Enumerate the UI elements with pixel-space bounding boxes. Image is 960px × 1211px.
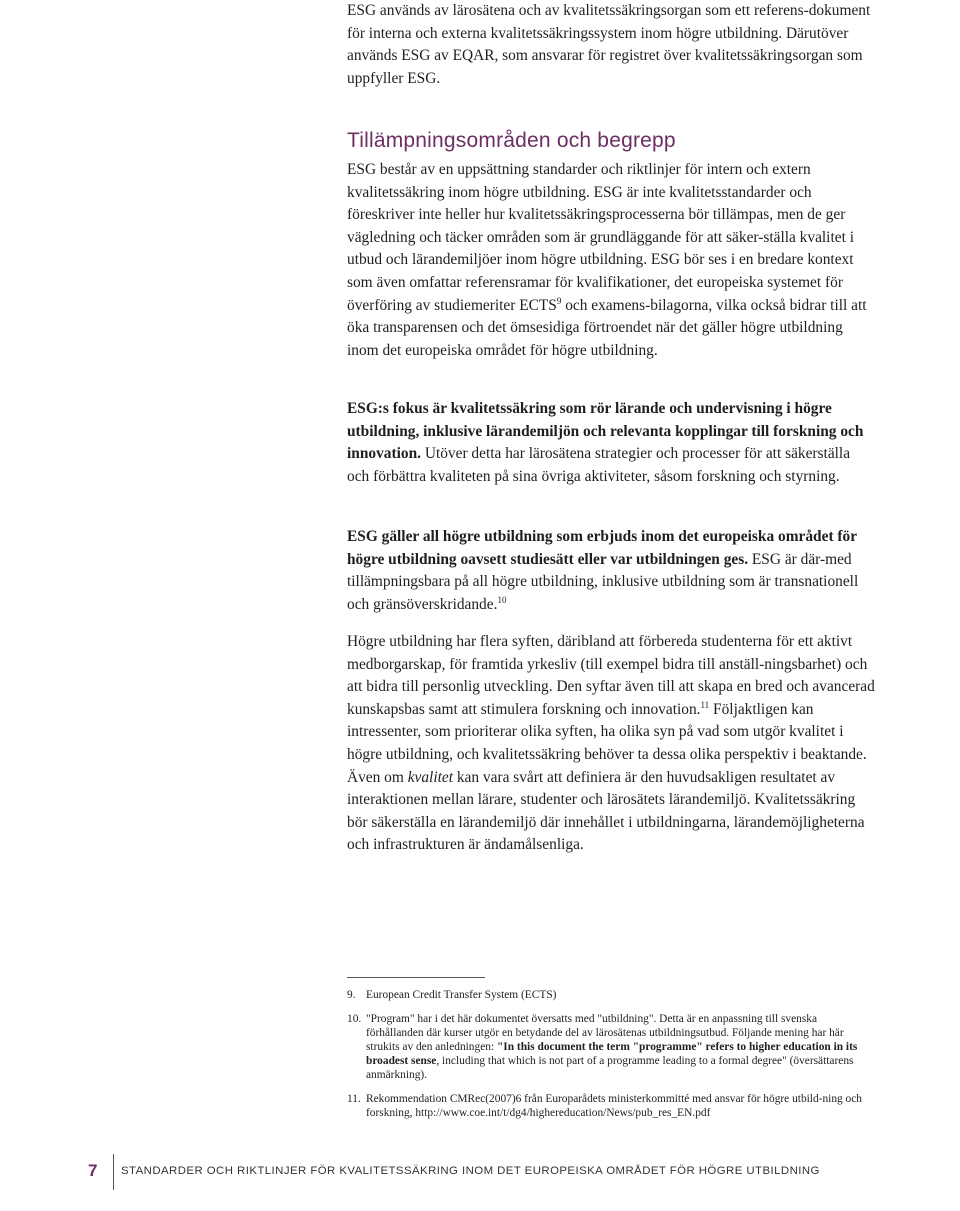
footnote-10 <box>347 1012 867 1082</box>
intro-text: ESG används av lärosätena och av kvalitetssäkringsorgan som ett referens-dokument för interna och externa kvalitetssäkringssystem inom högre utbildning. Därutöver används ESG av EQAR, som ansvarar för registret över kvalitetssäkringsorgan som uppfyller ESG. <box>347 2 871 87</box>
paragraph-purposes-text-b: Följaktligen kan intressenter, som prioriterar olika syften, ha olika syn på vad som utgör kvalitet i högre utbildning, och kvalitetssäkring behöver ta dessa olika perspektiv i beaktande. Även om <box>347 700 867 786</box>
paragraph-applicability-rest: ESG är där-med tillämpningsbara på all högre utbildning, inklusive utbildning som är transnationell och gränsöverskridande. <box>347 550 859 613</box>
footnote-ref-10: 10 <box>497 594 507 605</box>
paragraph-scope-text-b: och examens-bilagorna, vilka också bidrar till att öka transparensen och det ömsesidiga förtroendet när det gäller högre utbildning inom det europeiska området för högre utbildning. <box>347 296 867 359</box>
paragraph-focus <box>347 398 875 488</box>
paragraph-focus-rest: Utöver detta har lärosätena strategier och processer för att säkerställa och förbättra kvaliteten på sina övriga aktiviteter, såsom forskning och styrning. <box>347 445 851 485</box>
footnote-10-text-a: "Program" har i det här dokumentet översatts med "utbildning". Detta är en anpassning till svenska förhållanden där kurser utgör en betydande del av lärosätenas utbildningsutbud. Följande mening har här strukits av den anledningen: <box>366 1013 844 1053</box>
footnote-ref-9: 9 <box>556 295 562 306</box>
section-heading: Tillämpningsområden och begrepp <box>347 129 676 152</box>
footer-divider <box>113 1154 114 1190</box>
paragraph-purposes-italic: kvalitet <box>407 768 453 786</box>
footnote-divider <box>347 977 485 978</box>
footnote-10-bold: "In this document the term "programme" refers to higher education in its broadest sense <box>366 1041 858 1067</box>
paragraph-applicability <box>347 526 875 616</box>
paragraph-purposes-text-c: kan vara svårt att definiera är den huvudsakligen resultatet av interaktionen mellan lärare, studenter och lärosätets lärandemiljö. Kvalitetssäkring bör säkerställa en lärandemiljö där innehållet i utbildningarna, lärandemöjligheterna och infrastrukturen är ändamålsenliga. <box>347 768 865 854</box>
footnote-ref-11: 11 <box>700 699 710 710</box>
footnote-9 <box>347 988 867 1002</box>
footnote-9-text: European Credit Transfer System (ECTS) <box>366 989 557 1001</box>
running-footer-title: STANDARDER OCH RIKTLINJER FÖR KVALITETSSÄKRING INOM DET EUROPEISKA OMRÅDET FÖR HÖGRE UTBILDNING <box>121 1165 820 1177</box>
footnote-10-number: 10. <box>347 1013 362 1025</box>
paragraph-applicability-bold: ESG gäller all högre utbildning som erbjuds inom det europeiska området för högre utbildning oavsett studiesätt eller var utbildningen ges. <box>347 528 857 568</box>
footnotes-list <box>347 988 867 1130</box>
footnote-11 <box>347 1092 867 1120</box>
paragraph-scope <box>347 159 875 362</box>
footnote-11-text: Rekommendation CMRec(2007)6 från Europarådets ministerkommitté med ansvar för högre utbild-ning och forskning, http://www.coe.int/t/dg4/highereducation/News/pub_res_EN.pdf <box>366 1093 863 1119</box>
footnote-10-text-b: , including that which is not part of a programme leading to a formal degree" (översättarens anmärkning). <box>366 1055 854 1081</box>
intro-paragraph <box>347 0 875 90</box>
paragraph-focus-bold: ESG:s fokus är kvalitetssäkring som rör lärande och undervisning i högre utbildning, inklusive lärandemiljön och relevanta kopplingar till forskning och innovation. <box>347 400 864 463</box>
paragraph-scope-text-a: ESG består av en uppsättning standarder och riktlinjer för intern och extern kvalitetssäkring inom högre utbildning. ESG är inte kvalitetsstandarder och föreskriver inte heller hur kvalitetssäkringsprocesserna bör tillämpas, men de ger vägledning och täcker områden som är grundläggande för att säker-ställa kvalitet i utbud och lärandemiljöer inom högre utbildning. ESG bör ses i en bredare kontext som även omfattar referensramar för kvalifikationer, det europeiska systemet för överföring av studiemeriter ECTS <box>347 161 854 314</box>
footnote-9-number: 9. <box>347 989 356 1001</box>
paragraph-purposes-text-a: Högre utbildning har flera syften, däribland att förbereda studenterna för ett aktivt medborgarskap, för framtida yrkesliv (till exempel bidra till anställ-ningsbarhet) och att bidra till personlig utveckling. Den syftar även till att skapa en bred och avancerad kunskapsbas samt att stimulera forskning och innovation. <box>347 633 875 718</box>
paragraph-purposes <box>347 631 875 857</box>
page-number: 7 <box>88 1161 98 1180</box>
footnote-11-number: 11. <box>347 1093 361 1105</box>
